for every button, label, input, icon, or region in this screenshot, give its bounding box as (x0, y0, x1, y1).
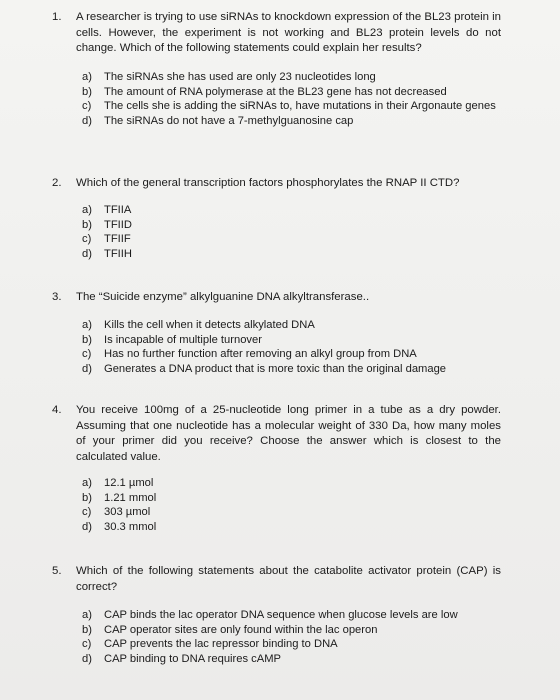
option-text: Kills the cell when it detects alkylated DNA (104, 319, 315, 331)
question-number: 1. (52, 11, 62, 23)
option-text: 1.21 mmol (104, 491, 157, 504)
answer-option-c[interactable] (82, 505, 502, 520)
option-letter: b) (82, 491, 92, 504)
question-number: 4. (52, 404, 62, 416)
option-letter: d) (82, 362, 92, 375)
option-letter: c) (82, 100, 92, 113)
answer-options (82, 476, 502, 534)
answer-option-a[interactable] (82, 476, 502, 491)
option-letter: d) (82, 247, 92, 260)
option-text: The siRNAs she has used are only 23 nucleotides long (104, 71, 376, 83)
answer-option-d[interactable] (82, 520, 502, 535)
option-text: 12.1 µmol (104, 477, 154, 489)
option-text: The siRNAs do not have a 7-methylguanosine cap (104, 114, 354, 127)
answer-option-b[interactable] (82, 623, 502, 638)
answer-option-d[interactable] (82, 247, 502, 262)
question-number: 5. (52, 565, 62, 577)
option-text: The cells she is adding the siRNAs to, have mutations in their Argonaute genes (104, 100, 496, 113)
option-letter: b) (82, 85, 92, 98)
answer-options (82, 608, 502, 666)
option-text: TFIIA (104, 204, 132, 216)
option-text: TFIIH (104, 247, 132, 260)
question-number: 3. (52, 291, 62, 303)
question-stem: You receive 100mg of a 25-nucleotide long primer in a tube as a dry powder. Assuming that one nucleotide has a molecular weight of 330 Da, how many moles of your primer did you receive? Choose the answer which is closest to the calculated value. (76, 404, 501, 463)
option-text: The amount of RNA polymerase at the BL23 gene has not decreased (104, 85, 447, 98)
option-text: TFIID (104, 218, 132, 231)
option-letter: a) (82, 609, 92, 621)
question-stem: Which of the general transcription factors phosphorylates the RNAP II CTD? (76, 177, 460, 189)
option-letter: c) (82, 638, 92, 651)
question-number: 2. (52, 177, 62, 189)
option-text: 303 µmol (104, 506, 151, 519)
answer-option-b[interactable] (82, 333, 502, 348)
answer-option-a[interactable] (82, 203, 502, 218)
answer-option-c[interactable] (82, 637, 502, 652)
answer-option-c[interactable] (82, 347, 502, 362)
option-letter: b) (82, 218, 92, 231)
question-stem: Which of the following statements about the catabolite activator protein (CAP) is correct? (76, 565, 501, 593)
option-letter: d) (82, 114, 92, 127)
option-text: Is incapable of multiple turnover (104, 333, 262, 346)
answer-option-d[interactable] (82, 362, 502, 377)
answer-option-a[interactable] (82, 318, 502, 333)
option-letter: c) (82, 506, 92, 519)
answer-option-a[interactable] (82, 608, 502, 623)
answer-option-c[interactable] (82, 99, 502, 114)
answer-option-b[interactable] (82, 218, 502, 233)
option-letter: d) (82, 520, 92, 533)
answer-option-b[interactable] (82, 85, 502, 100)
option-letter: a) (82, 204, 92, 216)
option-text: CAP binds the lac operator DNA sequence when glucose levels are low (104, 609, 458, 621)
question-stem: The “Suicide enzyme” alkylguanine DNA alkyltransferase.. (76, 291, 370, 303)
option-text: CAP operator sites are only found within the lac operon (104, 623, 378, 636)
option-letter: c) (82, 233, 92, 246)
option-letter: a) (82, 477, 92, 489)
option-letter: a) (82, 319, 92, 331)
option-letter: a) (82, 71, 92, 83)
option-letter: d) (82, 652, 92, 665)
answer-option-c[interactable] (82, 232, 502, 247)
option-text: CAP binding to DNA requires cAMP (104, 652, 282, 665)
answer-options (82, 203, 502, 261)
answer-option-a[interactable] (82, 70, 502, 85)
answer-options (82, 70, 502, 128)
option-text: CAP prevents the lac repressor binding to DNA (104, 638, 338, 651)
answer-options (82, 318, 502, 376)
option-text: Generates a DNA product that is more toxic than the original damage (104, 362, 447, 375)
question-stem: A researcher is trying to use siRNAs to knockdown expression of the BL23 protein in cells. However, the experiment is not working and BL23 protein levels do not change. Which of the following statements could explain her results? (76, 11, 501, 54)
answer-option-d[interactable] (82, 114, 502, 129)
option-letter: b) (82, 623, 92, 636)
option-text: Has no further function after removing an alkyl group from DNA (104, 348, 417, 361)
option-letter: c) (82, 348, 92, 361)
option-text: TFIIF (104, 233, 131, 246)
answer-option-d[interactable] (82, 652, 502, 667)
option-letter: b) (82, 333, 92, 346)
option-text: 30.3 mmol (104, 520, 157, 533)
answer-option-b[interactable] (82, 491, 502, 506)
